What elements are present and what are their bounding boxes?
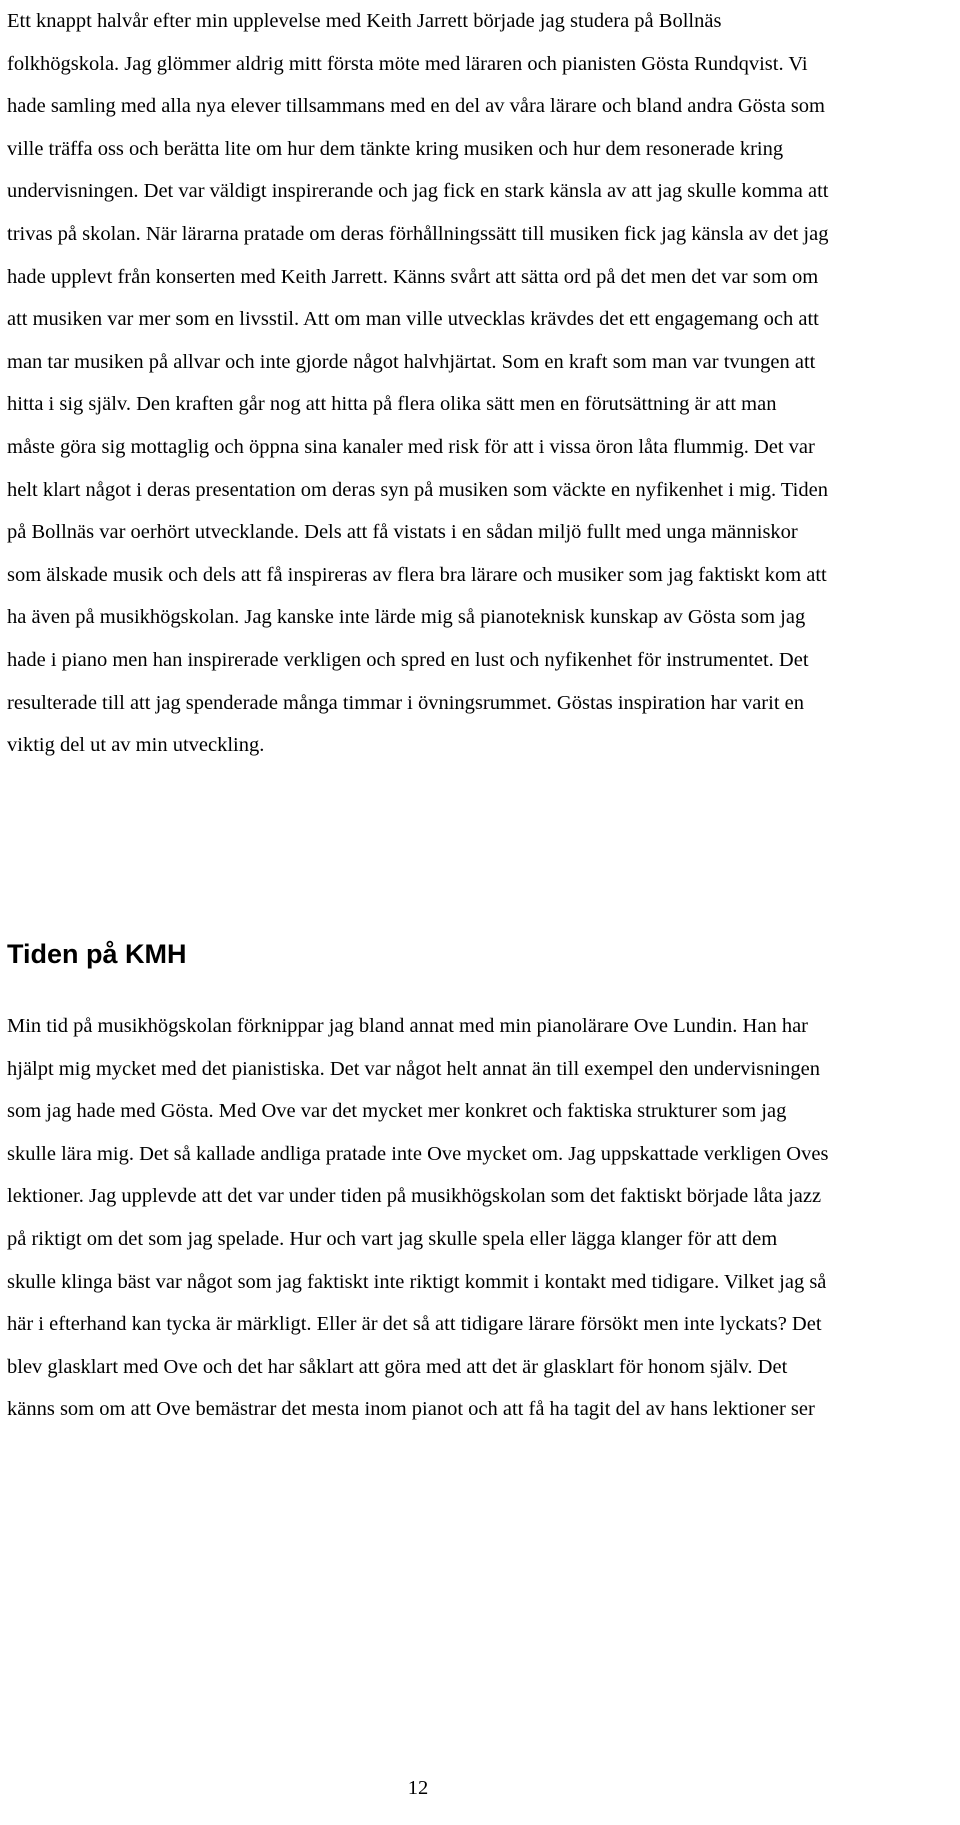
body-paragraph: Ett knappt halvår efter min upplevelse med Keith Jarrett började jag studera på Bollnäs folkhögskola. Jag glömmer aldrig mitt första möte med läraren och pianisten Gösta Rundqvist. Vi hade samling med alla nya elever tillsammans med en del av våra lärare och bland andra Gösta som ville träffa oss och berätta lite om hur dem tänkte kring musiken och hur dem resonerade kring undervisningen. Det var väldigt inspirerande och jag fick en stark känsla av att jag skulle komma att trivas på skolan. När lärarna pratade om deras förhållningssätt till musiken fick jag känsla av det jag hade upplevt från konserten med Keith Jarrett. Känns svårt att sätta ord på det men det var som om att musiken var mer som en livsstil. Att om man ville utvecklas krävdes det ett engagemang och att man tar musiken på allvar och inte gjorde något halvhjärtat. Som en kraft som man var tvungen att hitta i sig själv. Den kraften går nog att hitta på flera olika sätt men en förutsättning är att man måste göra sig mottaglig och öppna sina kanaler med risk för att i vissa öron låta flummig. Det var helt klart något i deras presentation om deras syn på musiken som väckte en nyfikenhet i mig. Tiden på Bollnäs var oerhört utvecklande. Dels att få vistats i en sådan miljö fullt med unga människor som älskade musik och dels att få inspireras av flera bra lärare och musiker som jag faktiskt kom att ha även på musikhögskolan. Jag kanske inte lärde mig så pianoteknisk kunskap av Gösta som jag hade i piano men han inspirerade verkligen och spred en lust och nyfikenhet för instrumentet. Det resulterade till att jag spenderade många timmar i övningsrummet. Göstas inspiration har varit en viktig del ut av min utveckling. xyxy=(7,10,829,757)
section-heading: Tiden på KMH xyxy=(7,939,187,969)
body-paragraph: Min tid på musikhögskolan förknippar jag bland annat med min pianolärare Ove Lundin. Han har hjälpt mig mycket med det pianistiska. Det var något helt annat än till exempel den undervisningen som jag hade med Gösta. Med Ove var det mycket mer konkret och faktiska strukturer som jag skulle lära mig. Det så kallade andliga pratade inte Ove mycket om. Jag uppskattade verkligen Oves lektioner. Jag upplevde att det var under tiden på musikhögskolan som det faktiskt började låta jazz på riktigt om det som jag spelade. Hur och vart jag skulle spela eller lägga klanger för att dem skulle klinga bäst var något som jag faktiskt inte riktigt kommit i kontakt med tidigare. Vilket jag så här i efterhand kan tycka är märkligt. Eller är det så att tidigare lärare försökt men inte lyckats? Det blev glasklart med Ove och det har såklart att göra med att det är glasklart för honom själv. Det känns som om att Ove bemästrar det mesta inom pianot och att få ha tagit del av hans lektioner ser xyxy=(7,1015,829,1421)
page-number: 12 xyxy=(407,1777,429,1799)
